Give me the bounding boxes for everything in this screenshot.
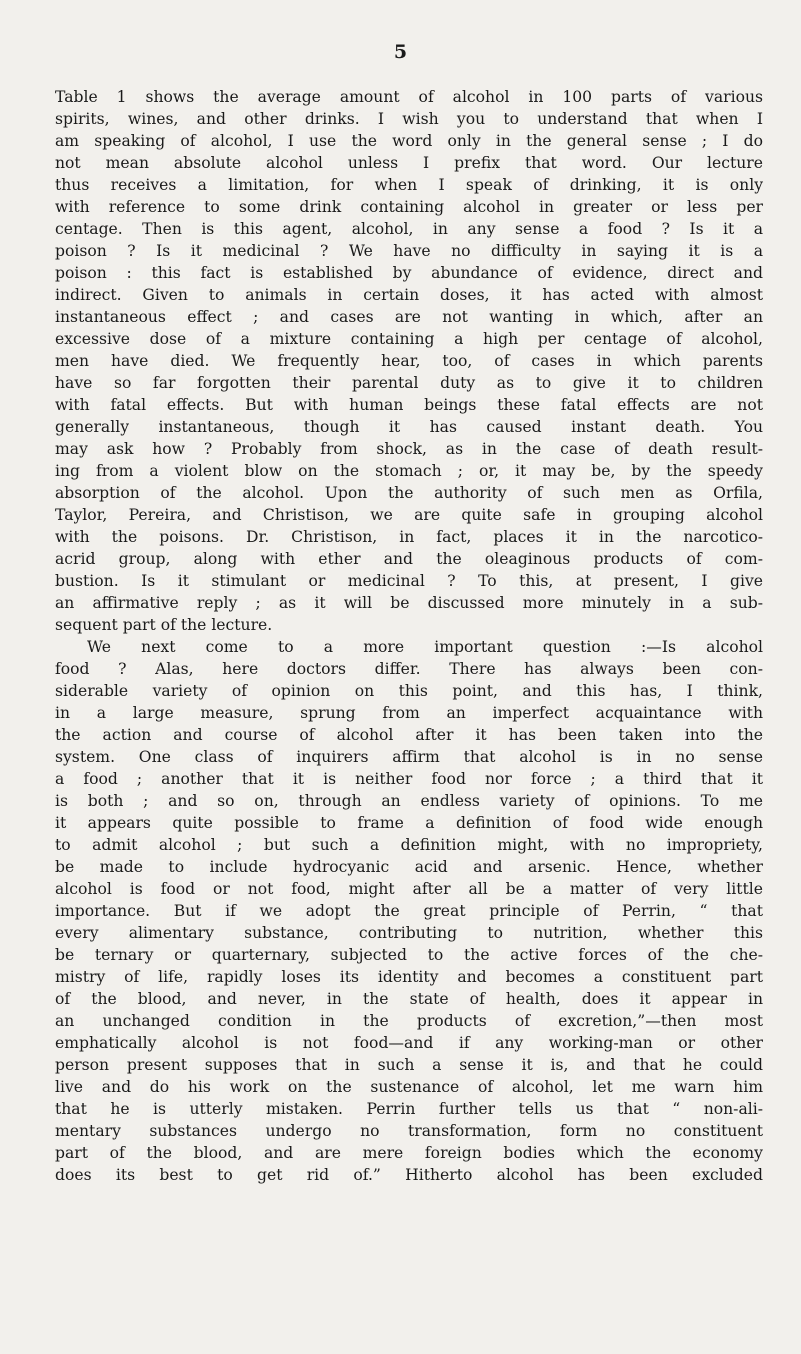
text-line: system. One class of inquirers affirm that alcohol is in no sense [55,748,763,766]
text-line: spirits, wines, and other drinks. I wish you to understand that when I [55,110,763,128]
text-line: every alimentary substance, contributing to nutrition, whether this [55,924,763,942]
text-line: Table 1 shows the average amount of alcohol in 100 parts of various [55,88,763,106]
text-line: generally instantaneous, though it has caused instant death. You [55,418,763,436]
text-line: be ternary or quarternary, subjected to the active forces of the che- [55,946,763,964]
text-line: absorption of the alcohol. Upon the authority of such men as Orfila, [55,484,763,502]
text-line: indirect. Given to animals in certain doses, it has acted with almost [55,286,763,304]
page-number: 5 [393,41,408,63]
text-line: is both ; and so on, through an endless variety of opinions. To me [55,792,763,810]
text-line: importance. But if we adopt the great principle of Perrin, “ that [55,902,763,920]
text-line: emphatically alcohol is not food—and if any working-man or other [55,1034,763,1052]
text-line: food ? Alas, here doctors differ. There has always been con- [55,660,763,678]
paragraph [55,86,763,636]
text-line: not mean absolute alcohol unless I prefix that word. Our lecture [55,154,763,172]
text-line: am speaking of alcohol, I use the word only in the general sense ; I do [55,132,763,150]
text-line: instantaneous effect ; and cases are not wanting in which, after an [55,308,763,326]
text-line: sequent part of the lecture. [55,616,273,634]
text-line: men have died. We frequently hear, too, of cases in which parents [55,352,763,370]
text-line: centage. Then is this agent, alcohol, in any sense a food ? Is it a [55,220,763,238]
text-line: bustion. Is it stimulant or medicinal ? To this, at present, I give [55,572,763,590]
text-line: may ask how ? Probably from shock, as in the case of death result- [55,440,763,458]
text-line: siderable variety of opinion on this point, and this has, I think, [55,682,763,700]
text-line: the action and course of alcohol after it has been taken into the [55,726,763,744]
text-line: We next come to a more important question :—Is alcohol [87,638,763,656]
text-line: in a large measure, sprung from an imperfect acquaintance with [55,704,763,722]
text-line: mentary substances undergo no transformation, form no constituent [55,1122,763,1140]
text-line: be made to include hydrocyanic acid and arsenic. Hence, whether [55,858,763,876]
text-line: acrid group, along with ether and the oleaginous products of com- [55,550,763,568]
text-line: with the poisons. Dr. Christison, in fact, places it in the narcotico- [55,528,763,546]
text-line: Taylor, Pereira, and Christison, we are quite safe in grouping alcohol [55,506,763,524]
text-line: an affirmative reply ; as it will be discussed more minutely in a sub- [55,594,763,612]
text-line: to admit alcohol ; but such a definition might, with no impropriety, [55,836,763,854]
text-line: of the blood, and never, in the state of health, does it appear in [55,990,763,1008]
text-line: it appears quite possible to frame a definition of food wide enough [55,814,763,832]
text-line: live and do his work on the sustenance of alcohol, let me warn him [55,1078,763,1096]
text-line: excessive dose of a mixture containing a high per centage of alcohol, [55,330,763,348]
text-line: alcohol is food or not food, might after all be a matter of very little [55,880,763,898]
text-line: thus receives a limitation, for when I speak of drinking, it is only [55,176,763,194]
text-line: does its best to get rid of.” Hitherto alcohol has been excluded [55,1166,763,1184]
text-line: poison ? Is it medicinal ? We have no difficulty in saying it is a [55,242,763,260]
text-line: with fatal effects. But with human beings these fatal effects are not [55,396,763,414]
text-line: have so far forgotten their parental duty as to give it to children [55,374,763,392]
text-line: mistry of life, rapidly loses its identity and becomes a constituent part [55,968,763,986]
text-line: with reference to some drink containing alcohol in greater or less per [55,198,763,216]
text-line: part of the blood, and are mere foreign bodies which the economy [55,1144,763,1162]
text-line: ing from a violent blow on the stomach ; or, it may be, by the speedy [55,462,763,480]
paragraph [55,636,763,1186]
text-line: poison : this fact is established by abundance of evidence, direct and [55,264,763,282]
text-line: an unchanged condition in the products of excretion,”—then most [55,1012,763,1030]
body-text [55,86,763,1186]
text-line: a food ; another that it is neither food nor force ; a third that it [55,770,763,788]
text-line: person present supposes that in such a sense it is, and that he could [55,1056,763,1074]
text-line: that he is utterly mistaken. Perrin further tells us that “ non-ali- [55,1100,763,1118]
